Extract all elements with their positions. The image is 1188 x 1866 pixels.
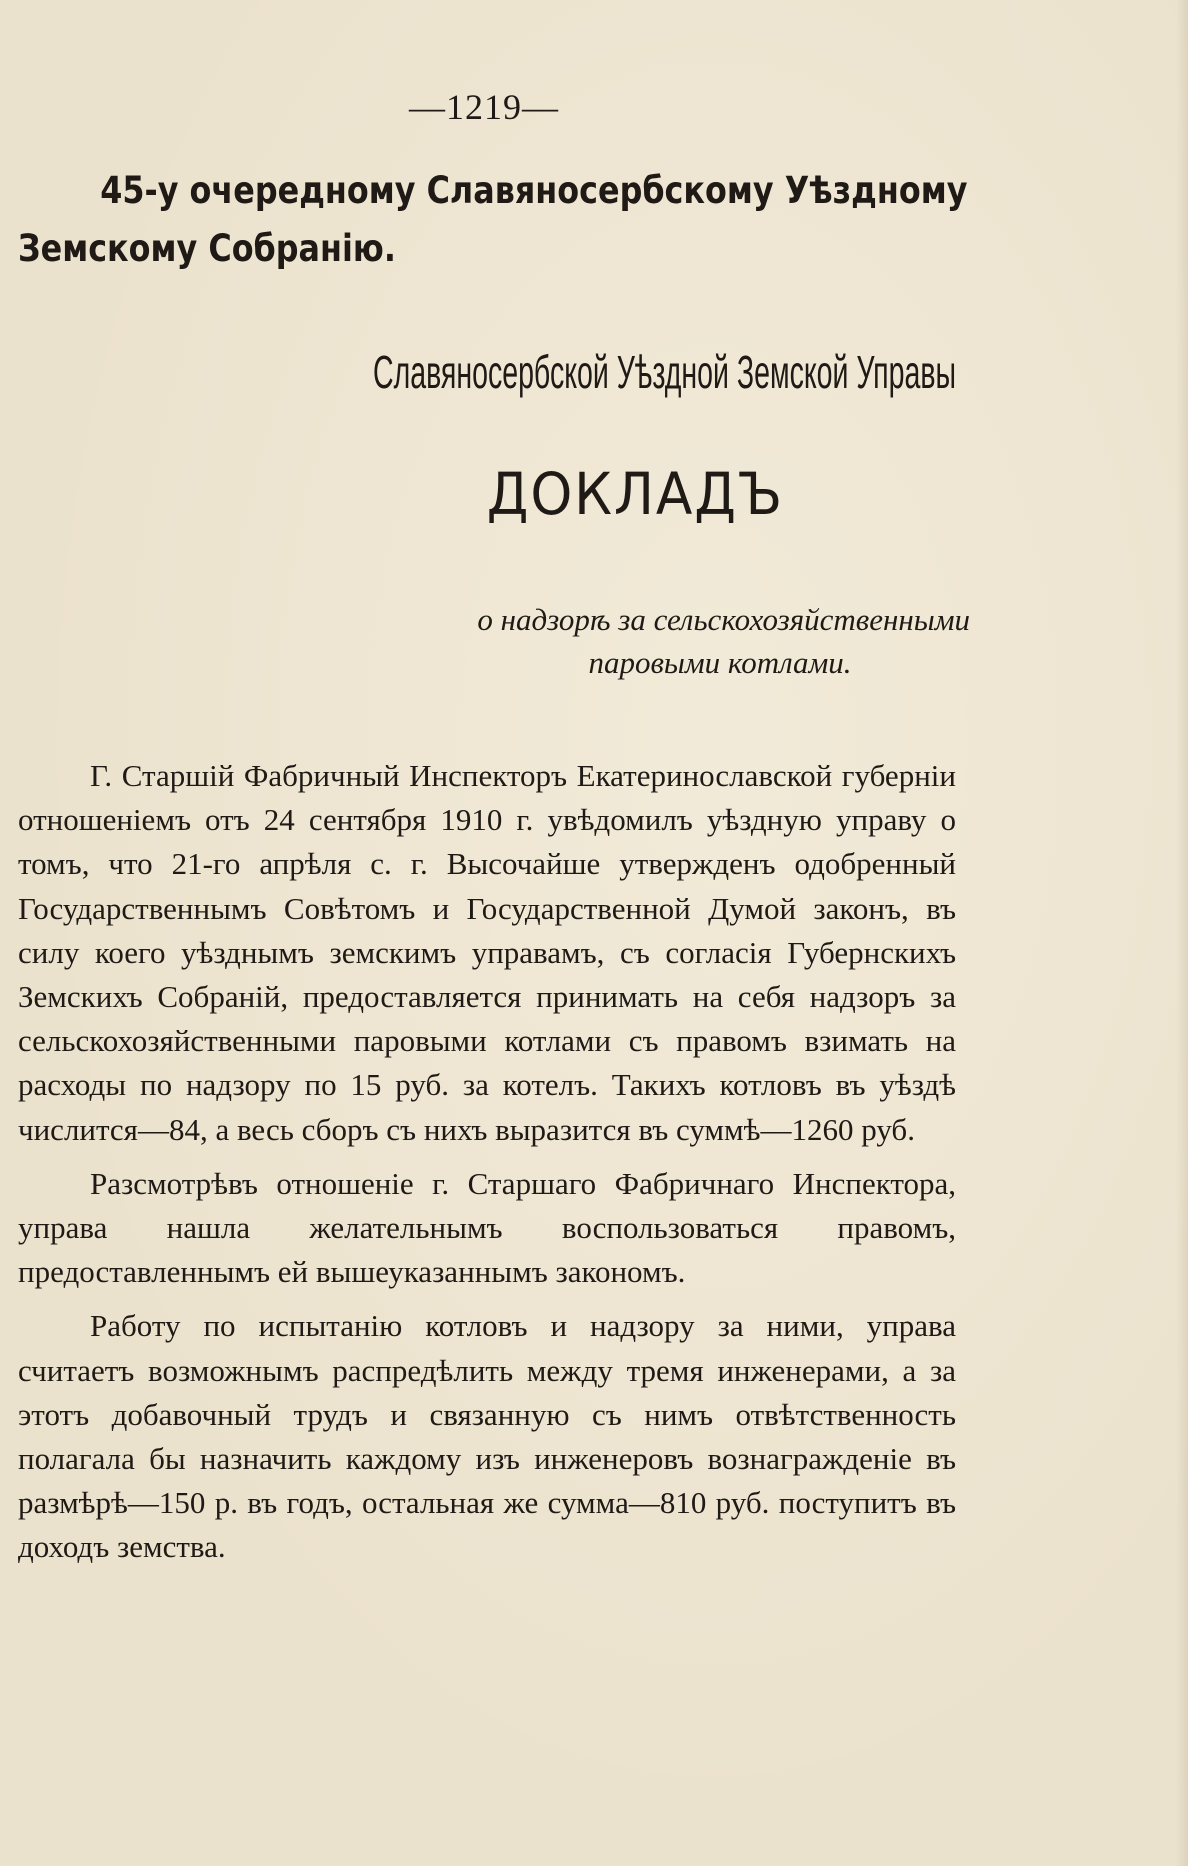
- addressee-line-1: 45-у очередному Славяносербскому Уѣздному: [100, 169, 968, 212]
- document-body: [18, 754, 956, 1580]
- subtitle-line-1: о надзорѣ за сельскохозяйственными: [477, 602, 970, 637]
- addressee-heading: [18, 162, 968, 278]
- board-name: Славяносербской Уѣздной Земской Управы: [372, 346, 956, 398]
- page-edge-shadow: [1176, 0, 1188, 1866]
- page-number: —1219—: [409, 87, 559, 127]
- body-paragraph-3: Работу по испытанію котловъ и надзору за ними, управа считаетъ возможнымъ распредѣлить между тремя инженерами, а за этотъ добавочный трудъ и связанную съ нимъ отвѣтственность полагала бы назначить каждому изъ инженеровъ вознагражденіе въ размѣрѣ—150 р. въ годъ, остальная же сумма—810 руб. поступитъ въ доходъ земства.: [18, 1308, 956, 1565]
- document-subtitle: [360, 598, 970, 684]
- body-paragraph-1: Г. Старшій Фабричный Инспекторъ Екатеринославской губерніи отношеніемъ отъ 24 сентября 1910 г. увѣдомилъ уѣздную управу о томъ, что 21-го апрѣля с. г. Высочайше утвержденъ одобренный Государственнымъ Совѣтомъ и Государственной Думой законъ, въ силу коего уѣзднымъ земскимъ управамъ, съ согласія Губернскихъ Земскихъ Собраній, предоставляется принимать на себя надзоръ за сельскохозяйственными паровыми котлами съ правомъ взимать на расходы по надзору по 15 руб. за котелъ. Такихъ котловъ въ уѣздѣ числится—84, а весь сборъ съ нихъ выразится въ суммѣ—1260 руб.: [18, 758, 956, 1147]
- body-paragraph-2: Разсмотрѣвъ отношеніе г. Старшаго Фабричнаго Инспектора, управа нашла желательнымъ воспользоваться правомъ, предоставленнымъ ей вышеуказаннымъ закономъ.: [18, 1165, 956, 1290]
- addressee-line-2: Земскому Собранію.: [18, 227, 396, 270]
- document-title: ДОКЛАДЪ: [486, 460, 784, 528]
- subtitle-line-2: паровыми котлами.: [588, 645, 852, 680]
